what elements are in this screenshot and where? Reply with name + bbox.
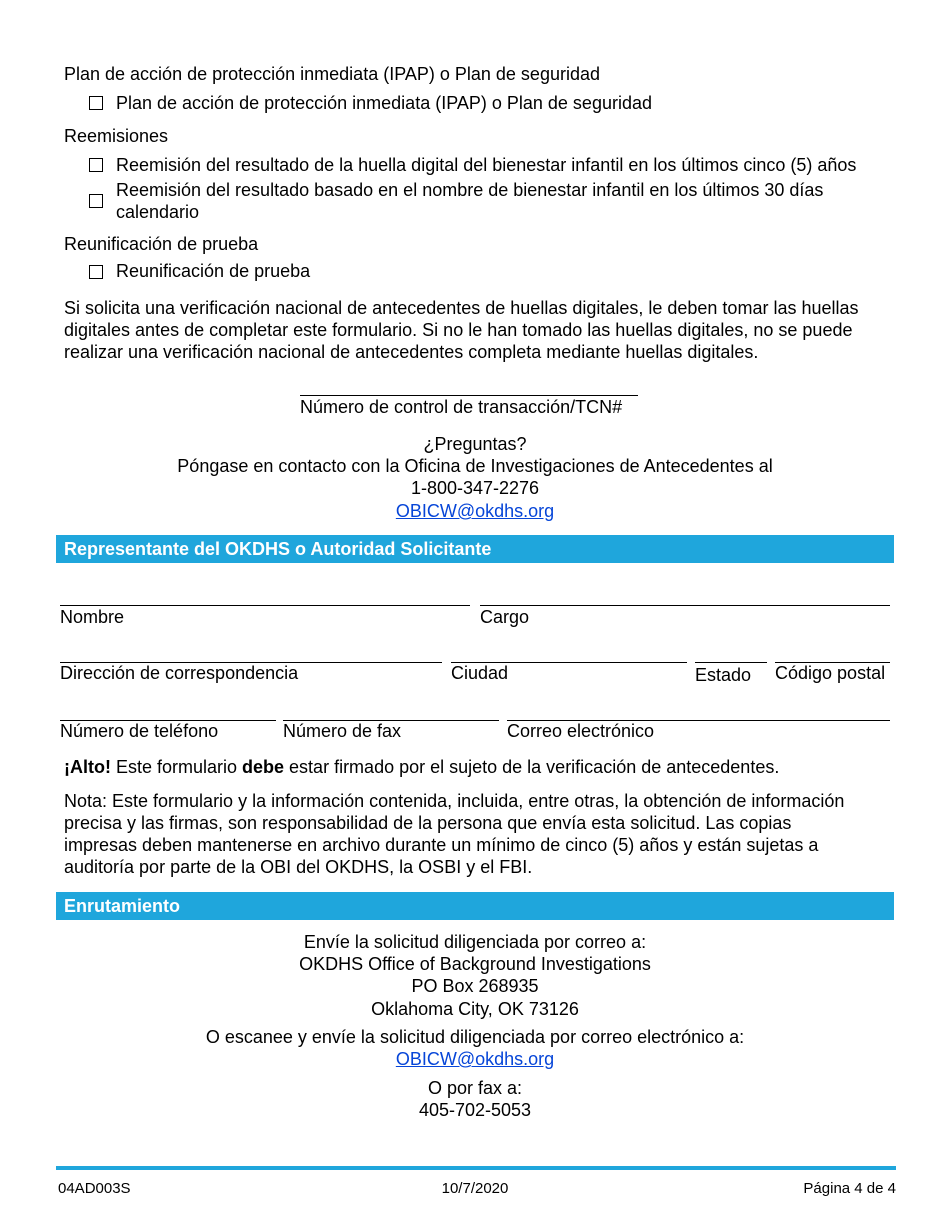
resubmission-fingerprint-checkbox[interactable]: [89, 158, 103, 172]
trial-heading: Reunificación de prueba: [64, 234, 259, 254]
routing-section-header: Enrutamiento: [56, 892, 894, 920]
zip-label: Código postal: [775, 663, 886, 683]
note-line4: auditoría por parte de la OBI del OKDHS, la OSBI y el FBI.: [64, 857, 533, 877]
stop-must: debe: [242, 757, 285, 777]
email-label: Correo electrónico: [507, 721, 655, 741]
stop-text2: estar firmado por el sujeto de la verificación de antecedentes.: [284, 757, 780, 777]
note-line2: precisa y las firmas, son responsabilidad de la persona que envía esta solicitud. Las copias: [64, 813, 792, 833]
ipap-heading: Plan de acción de protección inmediata (IPAP) o Plan de seguridad: [64, 64, 600, 84]
questions-heading: ¿Preguntas?: [423, 434, 527, 454]
state-label: Estado: [695, 665, 752, 685]
name-label: Nombre: [60, 607, 125, 627]
fax-label: Número de fax: [283, 721, 402, 741]
resubmission-name-checkbox[interactable]: [89, 194, 103, 208]
routing-email-link[interactable]: OBICW@okdhs.org: [395, 1049, 555, 1069]
contact-phone: 1-800-347-2276: [410, 478, 540, 498]
ipap-checkbox[interactable]: [89, 96, 103, 110]
trial-reunification-label: Reunificación de prueba: [116, 261, 311, 281]
title-input-line[interactable]: [480, 605, 890, 606]
stop-text1: Este formulario: [110, 757, 243, 777]
footer-date: 10/7/2020: [441, 1180, 509, 1197]
routing-fax-intro: O por fax a:: [427, 1078, 523, 1098]
rep-section-header: Representante del OKDHS o Autoridad Solicitante: [56, 535, 894, 563]
city-label: Ciudad: [451, 663, 509, 683]
trial-reunification-checkbox[interactable]: [89, 265, 103, 279]
fingerprint-notice-line3: realizar una verificación nacional de antecedentes completa mediante huellas digitales.: [64, 342, 759, 362]
routing-email-wrap: [0, 1048, 950, 1070]
phone-label: Número de teléfono: [60, 721, 219, 741]
resubmission-name-label-line2: calendario: [116, 202, 200, 222]
resubmission-name-label-line1: Reemisión del resultado basado en el nombre de bienestar infantil en los últimos 30 días: [116, 180, 824, 200]
note-line3: impresas deben mantenerse en archivo durante un mínimo de cinco (5) años y están sujetas a: [64, 835, 819, 855]
contact-email-wrap: [0, 500, 950, 522]
fingerprint-notice-line1: Si solicita una verificación nacional de antecedentes de huellas digitales, le deben tomar las huellas: [64, 298, 859, 318]
routing-city: Oklahoma City, OK 73126: [371, 999, 579, 1019]
note-line1: Nota: Este formulario y la información contenida, incluida, entre otras, la obtención de información: [64, 791, 845, 811]
stop-notice: [64, 756, 779, 778]
resubmissions-heading: Reemisiones: [64, 126, 169, 146]
routing-mail-intro: Envíe la solicitud diligenciada por correo a:: [303, 932, 647, 952]
footer-form-id: 04AD003S: [58, 1180, 131, 1197]
routing-po-box: PO Box 268935: [411, 976, 539, 996]
resubmission-fingerprint-label: Reemisión del resultado de la huella digital del bienestar infantil en los últimos cinco (5) años: [116, 155, 857, 175]
footer-rule: [56, 1166, 896, 1170]
ipap-option-label: Plan de acción de protección inmediata (IPAP) o Plan de seguridad: [116, 93, 652, 113]
state-input-line[interactable]: [695, 662, 767, 663]
address-label: Dirección de correspondencia: [60, 663, 299, 683]
routing-fax-number: 405-702-5053: [418, 1100, 532, 1120]
footer-page: Página 4 de 4: [803, 1180, 896, 1197]
contact-email-link[interactable]: OBICW@okdhs.org: [395, 501, 555, 521]
fingerprint-notice-line2: digitales antes de completar este formulario. Si no le han tomado las huellas digitales, no se puede: [64, 320, 853, 340]
tcn-label: Número de control de transacción/TCN#: [300, 397, 623, 417]
routing-org: OKDHS Office of Background Investigations: [299, 954, 651, 974]
stop-bold: ¡Alto!: [64, 757, 111, 777]
routing-scan-intro: O escanee y envíe la solicitud diligenciada por correo electrónico a:: [205, 1027, 745, 1047]
contact-line: Póngase en contacto con la Oficina de Investigaciones de Antecedentes al: [177, 456, 773, 476]
title-label: Cargo: [480, 607, 530, 627]
